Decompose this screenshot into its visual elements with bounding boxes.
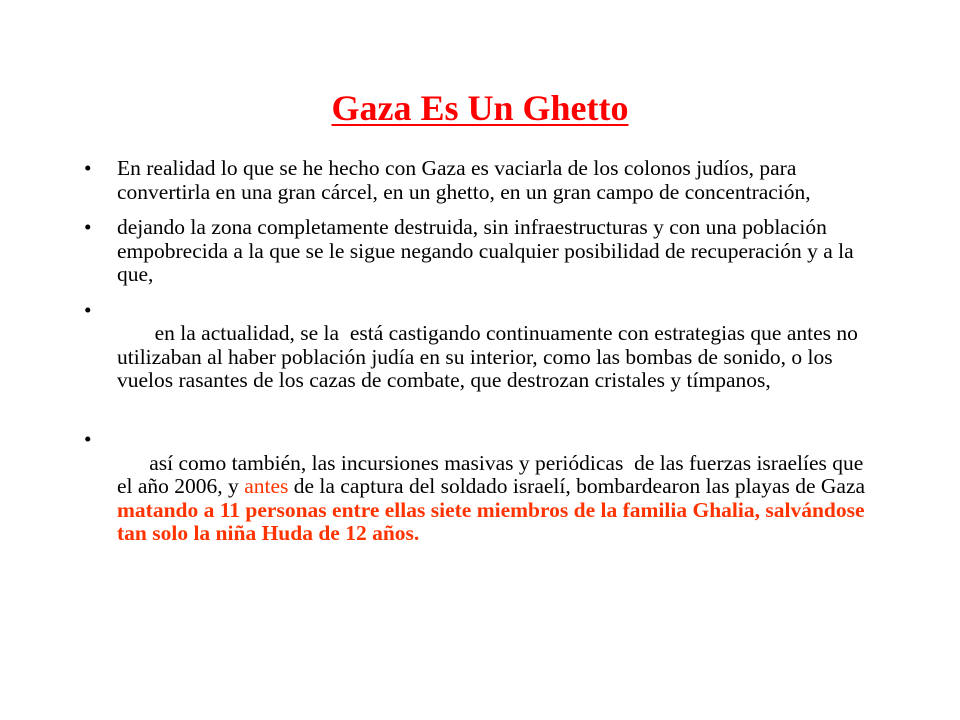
bullet-marker: • [84, 156, 92, 180]
bullet-item [84, 428, 884, 569]
bullet-marker: • [84, 215, 92, 239]
bullet-text: así como también, las incursiones masivas y periódicas de las fuerzas israelíes que el año 2006, y [117, 450, 869, 498]
bullet-item [84, 216, 884, 287]
highlighted-bold-text: matando a 11 personas entre ellas siete miembros de la familia Ghalia, salvándose tan solo la niña Huda de 12 años. [117, 497, 870, 545]
bullet-text: en la actualidad, se la está castigando continuamente con estrategias que antes no utilizaban al haber población judía en su interior, como las bombas de sonido, o los vuelos rasantes de los cazas de combate, que destrozan cristales y tímpanos, [117, 321, 864, 392]
bullet-marker: • [84, 297, 92, 322]
bullet-list [84, 157, 884, 581]
bullet-text: En realidad lo que se he hecho con Gaza es vaciarla de los colonos judíos, para convertirla en una gran cárcel, en un ghetto, en un gran campo de concentración, [117, 156, 811, 204]
bullet-text: de la captura del soldado israelí, bombardearon las playas de Gaza [288, 474, 871, 498]
bullet-item [84, 299, 884, 417]
bullet-text: dejando la zona completamente destruida, sin infraestructuras y con una población empobrecida a la que se le sigue negando cualquier posibilidad de recuperación y a la que, [117, 215, 854, 286]
bullet-marker: • [84, 427, 92, 451]
bullet-item [84, 157, 884, 204]
slide-title: Gaza Es Un Ghetto [331, 88, 629, 128]
highlighted-word: antes [244, 474, 289, 498]
